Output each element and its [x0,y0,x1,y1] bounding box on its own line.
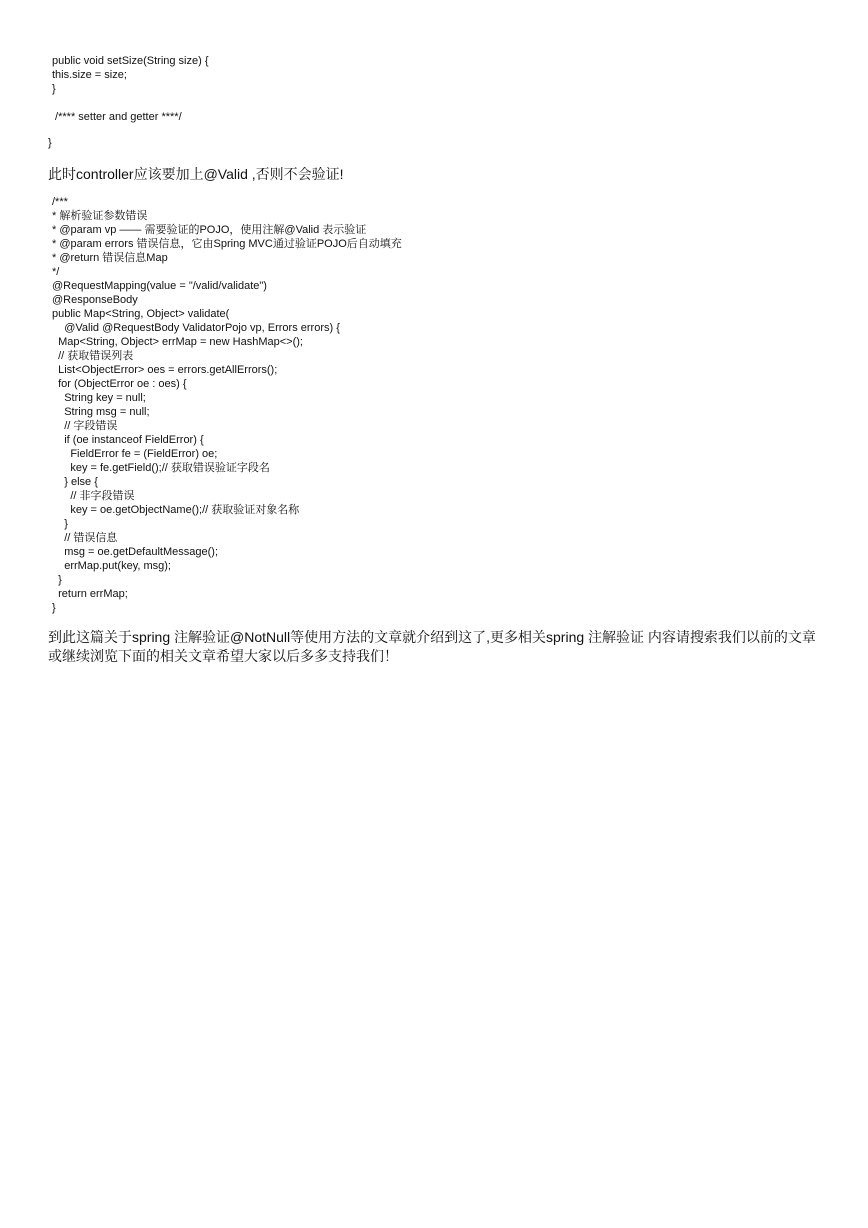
code-line: errMap.put(key, msg); [52,560,171,572]
code-line: if (oe instanceof FieldError) { [52,434,204,446]
code-line: // 非字段错误 [52,490,135,502]
code-line [52,96,209,110]
code-line: List<ObjectError> oes = errors.getAllErrors(); [52,364,278,376]
code-line: * @return 错误信息Map [52,252,168,264]
closing-line: 或继续浏览下面的相关文章希望大家以后多多支持我们！ [48,648,398,664]
code-line: public void setSize(String size) { [52,55,209,67]
controller-note: 此时controller应该要加上@Valid ,否则不会验证! [48,166,344,182]
code-line: // 字段错误 [52,420,118,432]
code-line: key = fe.getField();// 获取错误验证字段名 [52,462,270,474]
code-line: // 获取错误列表 [52,350,134,362]
code-line: msg = oe.getDefaultMessage(); [52,546,218,558]
code-line [52,124,209,136]
code-line: this.size = size; [52,69,127,81]
code-line: String key = null; [52,392,146,404]
code-line: * @param vp —— 需要验证的POJO，使用注解@Valid 表示验证 [52,224,367,236]
code-line: } [52,602,56,614]
code-line: String msg = null; [52,406,150,418]
code-line: Map<String, Object> errMap = new HashMap<>(); [52,336,303,348]
code-line: key = oe.getObjectName();// 获取验证对象名称 [52,504,300,516]
code-line: @Valid @RequestBody ValidatorPojo vp, Errors errors) { [52,322,340,334]
code-line: */ [52,266,60,278]
code-line: * @param errors 错误信息，它由Spring MVC通过验证POJO后自动填充 [52,238,402,250]
code-line: return errMap; [52,588,128,600]
code-line: /**** setter and getter ****/ [52,111,182,123]
closing-paragraph [48,628,838,666]
code-line: } [52,518,68,530]
code-line: FieldError fe = (FieldError) oe; [52,448,218,460]
code-line: /*** [52,196,68,208]
code-line: } [52,574,62,586]
code-line: @RequestMapping(value = "/valid/validate") [52,280,267,292]
code-snippet-validate [52,195,402,615]
code-line: @ResponseBody [52,294,138,306]
closing-line: 到此这篇关于spring 注解验证@NotNull等使用方法的文章就介绍到这了,更多相关spring 注解验证 内容请搜索我们以前的文章 [48,629,816,645]
code-line: public Map<String, Object> validate( [52,308,230,320]
code-line: } [52,83,56,95]
code-line: * 解析验证参数错误 [52,210,148,222]
code-line: } else { [52,476,98,488]
code-snippet-setter [48,54,209,150]
code-line: } [48,137,52,149]
code-line: for (ObjectError oe : oes) { [52,378,187,390]
code-line: // 错误信息 [52,532,118,544]
